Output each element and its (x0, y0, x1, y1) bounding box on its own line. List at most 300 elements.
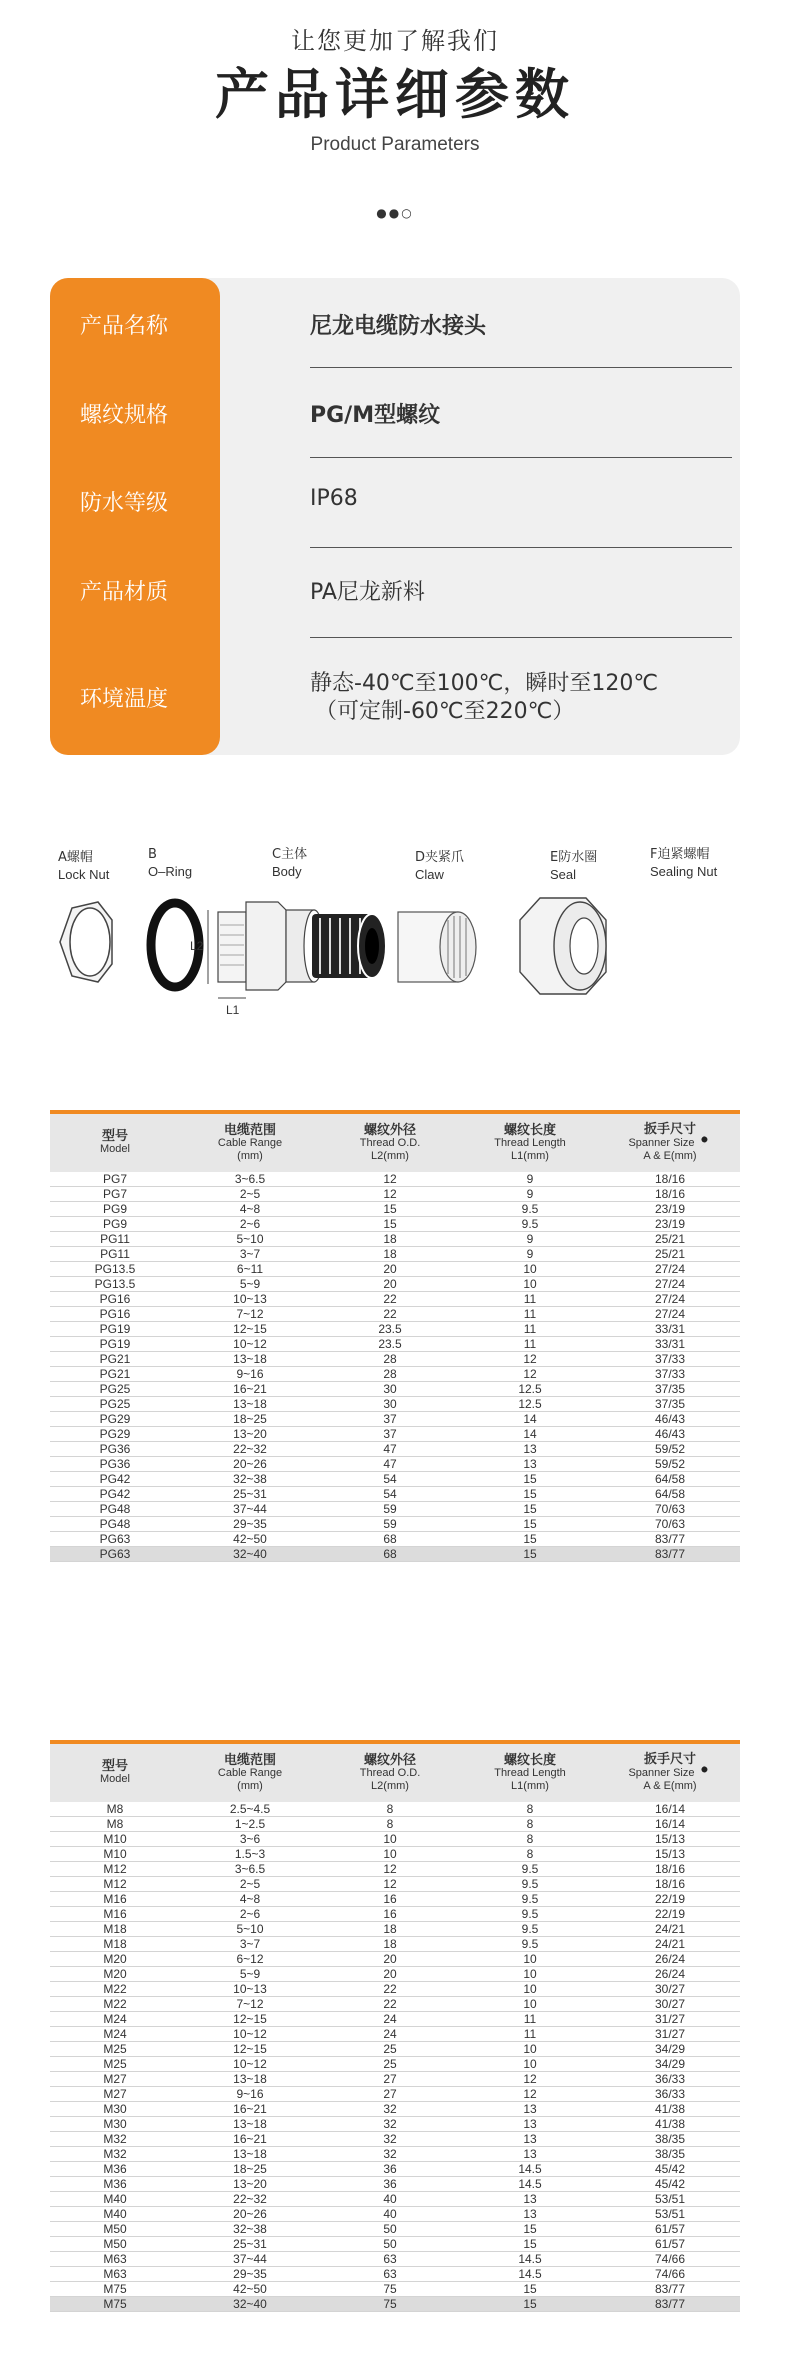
table-cell: 22/19 (600, 1907, 740, 1922)
table-cell: 12.5 (460, 1397, 600, 1412)
table-cell: 12 (460, 2087, 600, 2102)
table-row (50, 2297, 740, 2312)
table-cell: 11 (460, 1322, 600, 1337)
table-cell: 53/51 (600, 2207, 740, 2222)
param-row-thread (50, 368, 740, 458)
table-cell: 13~18 (180, 1397, 320, 1412)
table-cell: 22 (320, 1307, 460, 1322)
table-cell: 15 (460, 1547, 600, 1562)
table-cell: 10~12 (180, 2057, 320, 2072)
table-cell: M12 (50, 1862, 180, 1877)
table-cell: 2~5 (180, 1877, 320, 1892)
table-cell: 2~5 (180, 1187, 320, 1202)
table-cell: 54 (320, 1472, 460, 1487)
table-cell: 11 (460, 2027, 600, 2042)
table-cell: 14.5 (460, 2252, 600, 2267)
table-cell: PG21 (50, 1367, 180, 1382)
table-cell: 18 (320, 1247, 460, 1262)
table-cell: PG42 (50, 1487, 180, 1502)
table-cell: 40 (320, 2192, 460, 2207)
table-cell: 14.5 (460, 2267, 600, 2282)
col-thread-od: 螺纹外径 Thread O.D. L2(mm) (320, 1744, 460, 1802)
table-cell: 9.5 (460, 1892, 600, 1907)
table-cell: 15 (460, 2222, 600, 2237)
table-row (50, 1832, 740, 1847)
table-cell: 27/24 (600, 1292, 740, 1307)
table-cell: 63 (320, 2252, 460, 2267)
table-cell: 36 (320, 2177, 460, 2192)
table-cell: 32~38 (180, 2222, 320, 2237)
table-cell: M25 (50, 2042, 180, 2057)
component-label-c: C主体 Body (272, 847, 308, 879)
table-cell: 18 (320, 1922, 460, 1937)
table-row (50, 1502, 740, 1517)
table-cell: M24 (50, 2027, 180, 2042)
table-cell: 27/24 (600, 1307, 740, 1322)
seal-icon (398, 912, 476, 982)
table-cell: 2~6 (180, 1907, 320, 1922)
table-cell: 38/35 (600, 2132, 740, 2147)
table-cell: 10 (320, 1847, 460, 1862)
table-cell: 22~32 (180, 2192, 320, 2207)
table-row (50, 1187, 740, 1202)
table-cell: M10 (50, 1832, 180, 1847)
table-cell: 10 (460, 1982, 600, 1997)
table-cell: 37/33 (600, 1352, 740, 1367)
table-cell: 18/16 (600, 1877, 740, 1892)
table-cell: 22~32 (180, 1442, 320, 1457)
table-cell: PG29 (50, 1427, 180, 1442)
col-cable-range: 电缆范围 Cable Range (mm) (180, 1744, 320, 1802)
table-cell: 45/42 (600, 2177, 740, 2192)
table-cell: 32 (320, 2102, 460, 2117)
table-cell: 9.5 (460, 1922, 600, 1937)
table-cell: 36/33 (600, 2087, 740, 2102)
param-value: PG/M型螺纹 (310, 403, 441, 428)
param-value: IP68 (310, 486, 358, 511)
table-cell: 2.5~4.5 (180, 1802, 320, 1817)
table-cell: 9.5 (460, 1907, 600, 1922)
table-cell: 25/21 (600, 1232, 740, 1247)
table-cell: 34/29 (600, 2042, 740, 2057)
table-row (50, 1412, 740, 1427)
table-cell: 12~15 (180, 1322, 320, 1337)
table-cell: 12 (320, 1187, 460, 1202)
table-cell: 68 (320, 1532, 460, 1547)
col-model: 型号 Model (50, 1114, 180, 1172)
table-row (50, 1922, 740, 1937)
table-cell: 14.5 (460, 2162, 600, 2177)
table-row (50, 1247, 740, 1262)
table-cell: 9 (460, 1172, 600, 1187)
table-cell: M22 (50, 1997, 180, 2012)
param-key: 螺纹规格 (80, 403, 169, 428)
table-cell: 32 (320, 2117, 460, 2132)
table-row (50, 1232, 740, 1247)
table-cell: 40 (320, 2207, 460, 2222)
table-cell: 15 (460, 1502, 600, 1517)
table-cell: 10~13 (180, 1292, 320, 1307)
table-cell: M40 (50, 2207, 180, 2222)
table-cell: 46/43 (600, 1427, 740, 1442)
table-row (50, 1517, 740, 1532)
table-cell: 24/21 (600, 1922, 740, 1937)
table-row (50, 1277, 740, 1292)
page-title-en: Product Parameters (310, 134, 480, 155)
table-cell: 16~21 (180, 2102, 320, 2117)
table-cell: 13 (460, 2132, 600, 2147)
table-cell: 18 (320, 1937, 460, 1952)
table-row (50, 1427, 740, 1442)
param-value-note: （可定制-60℃至220℃） (315, 699, 575, 724)
table-cell: 61/57 (600, 2222, 740, 2237)
table-cell: PG25 (50, 1397, 180, 1412)
table-cell: M32 (50, 2147, 180, 2162)
table-row (50, 1337, 740, 1352)
table-cell: 32~40 (180, 1547, 320, 1562)
table-cell: PG36 (50, 1442, 180, 1457)
table-cell: 45/42 (600, 2162, 740, 2177)
table-cell: 32 (320, 2132, 460, 2147)
table-cell: PG16 (50, 1292, 180, 1307)
sealing-nut-icon (520, 898, 606, 994)
table-row (50, 1397, 740, 1412)
table-cell: 8 (460, 1832, 600, 1847)
table-cell: PG11 (50, 1232, 180, 1247)
param-key: 环境温度 (80, 687, 169, 712)
table-cell: 9 (460, 1247, 600, 1262)
table-row (50, 1877, 740, 1892)
table-cell: 14.5 (460, 2177, 600, 2192)
col-model: 型号 Model (50, 1744, 180, 1802)
table-cell: 13~18 (180, 2072, 320, 2087)
table-cell: 12 (460, 1367, 600, 1382)
table-cell: 20 (320, 1277, 460, 1292)
table-cell: 59 (320, 1517, 460, 1532)
table-cell: 14 (460, 1412, 600, 1427)
table-cell: 23/19 (600, 1202, 740, 1217)
table-cell: 7~12 (180, 1997, 320, 2012)
component-label-b: B O–Ring (148, 847, 193, 879)
table-row (50, 1367, 740, 1382)
table-cell: 70/63 (600, 1517, 740, 1532)
table-cell: 15 (460, 2297, 600, 2312)
table-cell: PG16 (50, 1307, 180, 1322)
table-row (50, 1472, 740, 1487)
table-row (50, 1817, 740, 1832)
table-row (50, 1967, 740, 1982)
table-cell: 15/13 (600, 1832, 740, 1847)
table-cell: 5~10 (180, 1922, 320, 1937)
table-header-row (50, 1744, 740, 1802)
table-cell: PG13.5 (50, 1262, 180, 1277)
table-cell: 27/24 (600, 1277, 740, 1292)
table-cell: 26/24 (600, 1967, 740, 1982)
table-row (50, 1322, 740, 1337)
pg-spec-table (50, 1110, 740, 1562)
table-cell: 74/66 (600, 2267, 740, 2282)
table-cell: 37/35 (600, 1397, 740, 1412)
table-cell: 41/38 (600, 2102, 740, 2117)
table-cell: 14 (460, 1427, 600, 1442)
table-cell: 64/58 (600, 1487, 740, 1502)
table-row (50, 2132, 740, 2147)
col-thread-od: 螺纹外径 Thread O.D. L2(mm) (320, 1114, 460, 1172)
table-cell: 10 (320, 1832, 460, 1847)
table-row (50, 2027, 740, 2042)
table-cell: PG29 (50, 1412, 180, 1427)
table-cell: 70/63 (600, 1502, 740, 1517)
table-cell: 10~12 (180, 2027, 320, 2042)
table-cell: 6~11 (180, 1262, 320, 1277)
table-cell: M50 (50, 2237, 180, 2252)
table-cell: 8 (320, 1817, 460, 1832)
table-cell: PG7 (50, 1187, 180, 1202)
table-cell: M50 (50, 2222, 180, 2237)
table-cell: 13 (460, 2147, 600, 2162)
table-cell: 68 (320, 1547, 460, 1562)
table-cell: 83/77 (600, 2297, 740, 2312)
table-cell: M25 (50, 2057, 180, 2072)
table-cell: 13 (460, 2192, 600, 2207)
table-cell: 20 (320, 1952, 460, 1967)
table-cell: M30 (50, 2102, 180, 2117)
param-row-temperature (50, 638, 740, 755)
table-cell: 18/16 (600, 1187, 740, 1202)
table-cell: 1.5~3 (180, 1847, 320, 1862)
table-cell: 9.5 (460, 1877, 600, 1892)
table-row (50, 2267, 740, 2282)
table-row (50, 2282, 740, 2297)
table-cell: 64/58 (600, 1472, 740, 1487)
table-row (50, 2222, 740, 2237)
table-cell: 9~16 (180, 2087, 320, 2102)
table-cell: 3~7 (180, 1937, 320, 1952)
table-cell: M8 (50, 1817, 180, 1832)
table-cell: 13~18 (180, 2117, 320, 2132)
table-cell: PG48 (50, 1502, 180, 1517)
component-diagram (50, 840, 740, 1045)
table-cell: 25 (320, 2057, 460, 2072)
table-cell: 16~21 (180, 2132, 320, 2147)
table-cell: 50 (320, 2222, 460, 2237)
table-cell: 16 (320, 1892, 460, 1907)
table-row (50, 2252, 740, 2267)
component-label-e: E防水圈 Seal (550, 850, 598, 882)
table-cell: 11 (460, 1337, 600, 1352)
table-row (50, 1952, 740, 1967)
table-row (50, 1892, 740, 1907)
table-row (50, 2042, 740, 2057)
table-cell: M16 (50, 1907, 180, 1922)
table-cell: 12 (460, 1352, 600, 1367)
col-thread-length: 螺纹长度 Thread Length L1(mm) (460, 1114, 600, 1172)
table-cell: 15 (320, 1202, 460, 1217)
table-cell: 30 (320, 1382, 460, 1397)
table-cell: 26/24 (600, 1952, 740, 1967)
table-cell: PG36 (50, 1457, 180, 1472)
table-cell: 9.5 (460, 1217, 600, 1232)
table-cell: M22 (50, 1982, 180, 1997)
table-row (50, 2207, 740, 2222)
table-cell: 27 (320, 2087, 460, 2102)
table-cell: 8 (460, 1847, 600, 1862)
table-cell: 63 (320, 2267, 460, 2282)
table-cell: 25 (320, 2042, 460, 2057)
table-cell: PG42 (50, 1472, 180, 1487)
table-cell: 16/14 (600, 1817, 740, 1832)
table-cell: 37 (320, 1412, 460, 1427)
table-cell: 37/35 (600, 1382, 740, 1397)
page-title: 产品详细参数 (215, 63, 575, 126)
table-cell: 11 (460, 2012, 600, 2027)
table-row (50, 1862, 740, 1877)
table-cell: 37~44 (180, 2252, 320, 2267)
body-icon (190, 902, 324, 1017)
table-cell: 13~20 (180, 1427, 320, 1442)
table-cell: 24/21 (600, 1937, 740, 1952)
table-cell: 20~26 (180, 1457, 320, 1472)
table-cell: 4~8 (180, 1892, 320, 1907)
param-key: 产品材质 (80, 580, 169, 605)
table-cell: PG63 (50, 1532, 180, 1547)
table-cell: M75 (50, 2282, 180, 2297)
table-cell: 10 (460, 1262, 600, 1277)
table-cell: 3~7 (180, 1247, 320, 1262)
table-cell: M36 (50, 2177, 180, 2192)
table-row (50, 1982, 740, 1997)
table-cell: 13 (460, 1442, 600, 1457)
table-cell: 18 (320, 1232, 460, 1247)
table-cell: 1~2.5 (180, 1817, 320, 1832)
table-cell: 15 (460, 1487, 600, 1502)
table-cell: 11 (460, 1307, 600, 1322)
table-cell: 10~12 (180, 1337, 320, 1352)
table-cell: 9.5 (460, 1937, 600, 1952)
table-cell: 8 (320, 1802, 460, 1817)
table-row (50, 1307, 740, 1322)
param-value: 尼龙电缆防水接头 (310, 314, 487, 339)
table-row (50, 1262, 740, 1277)
table-cell: M63 (50, 2267, 180, 2282)
table-row (50, 2237, 740, 2252)
table-cell: 29~35 (180, 1517, 320, 1532)
table-cell: 15 (460, 2282, 600, 2297)
table-cell: 9~16 (180, 1367, 320, 1382)
table-cell: 36/33 (600, 2072, 740, 2087)
table-cell: PG9 (50, 1217, 180, 1232)
col-cable-range: 电缆范围 Cable Range (mm) (180, 1114, 320, 1172)
table-cell: 83/77 (600, 1532, 740, 1547)
table-cell: PG13.5 (50, 1277, 180, 1292)
page-header (0, 24, 790, 156)
table-cell: 15 (460, 2237, 600, 2252)
table-cell: PG19 (50, 1337, 180, 1352)
table-row (50, 1352, 740, 1367)
table-row (50, 2102, 740, 2117)
table-row (50, 1907, 740, 1922)
table-cell: 27 (320, 2072, 460, 2087)
table-cell: 9.5 (460, 1862, 600, 1877)
table-row (50, 1457, 740, 1472)
table-cell: 13 (460, 2207, 600, 2222)
table-cell: 28 (320, 1367, 460, 1382)
table-cell: PG25 (50, 1382, 180, 1397)
table-cell: 13~18 (180, 2147, 320, 2162)
claw-icon (312, 914, 386, 978)
table-cell: 15/13 (600, 1847, 740, 1862)
table-row (50, 1217, 740, 1232)
table-cell: 8 (460, 1802, 600, 1817)
col-spanner-size: 扳手尺寸 Spanner Size A & E(mm) (600, 1114, 740, 1172)
table-row (50, 1847, 740, 1862)
table-row (50, 2162, 740, 2177)
table-cell: 33/31 (600, 1322, 740, 1337)
table-cell: PG7 (50, 1172, 180, 1187)
table-cell: 46/43 (600, 1412, 740, 1427)
table-cell: M24 (50, 2012, 180, 2027)
table-cell: 5~10 (180, 1232, 320, 1247)
table-cell: 50 (320, 2237, 460, 2252)
table-cell: M10 (50, 1847, 180, 1862)
table-cell: 12 (320, 1172, 460, 1187)
table-cell: 37~44 (180, 1502, 320, 1517)
table-cell: 9 (460, 1232, 600, 1247)
table-cell: 83/77 (600, 2282, 740, 2297)
table-cell: 12 (460, 2072, 600, 2087)
table-cell: 10 (460, 2057, 600, 2072)
table-cell: 32 (320, 2147, 460, 2162)
table-cell: 3~6.5 (180, 1172, 320, 1187)
table-cell: 18~25 (180, 1412, 320, 1427)
table-cell: 33/31 (600, 1337, 740, 1352)
table-cell: 13 (460, 2102, 600, 2117)
table-cell: 4~8 (180, 1202, 320, 1217)
table-cell: PG11 (50, 1247, 180, 1262)
table-cell: 30 (320, 1397, 460, 1412)
table-cell: 20 (320, 1262, 460, 1277)
m-spec-table (50, 1740, 740, 2312)
param-row-material (50, 548, 740, 638)
table-cell: 10 (460, 1997, 600, 2012)
table-cell: 23/19 (600, 1217, 740, 1232)
table-cell: 31/27 (600, 2012, 740, 2027)
table-cell: 10 (460, 1967, 600, 1982)
table-cell: M18 (50, 1937, 180, 1952)
param-card (50, 278, 740, 755)
component-label-a: A螺帽 Lock Nut (58, 850, 110, 882)
table-cell: 36 (320, 2162, 460, 2177)
table-cell: M36 (50, 2162, 180, 2177)
table-cell: PG19 (50, 1322, 180, 1337)
component-label-d: D夹紧爪 Claw (415, 850, 465, 882)
table-cell: M40 (50, 2192, 180, 2207)
table-cell: PG48 (50, 1517, 180, 1532)
header-subtitle: 让您更加了解我们 (291, 27, 499, 55)
table-cell: 25~31 (180, 2237, 320, 2252)
table-cell: M75 (50, 2297, 180, 2312)
table-row (50, 1172, 740, 1187)
table-cell: 42~50 (180, 2282, 320, 2297)
table-row (50, 1487, 740, 1502)
param-value: 静态-40℃至100℃，瞬时至120℃ (310, 671, 659, 696)
table-cell: 41/38 (600, 2117, 740, 2132)
table-cell: 22 (320, 1292, 460, 1307)
table-row (50, 2117, 740, 2132)
table-cell: 5~9 (180, 1967, 320, 1982)
table-row (50, 1997, 740, 2012)
table-cell: 9.5 (460, 1202, 600, 1217)
